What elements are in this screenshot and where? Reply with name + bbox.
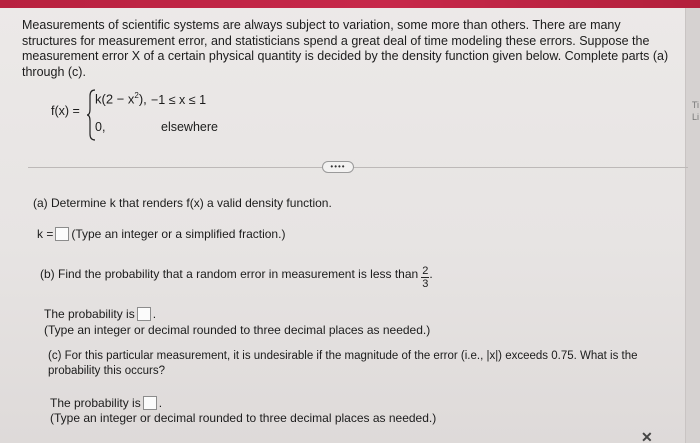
side-panel-edge <box>685 8 700 443</box>
density-case1-expression: $k(2 - x^2)$, <box>95 91 147 107</box>
expand-more-button[interactable]: •••• <box>322 161 354 173</box>
section-divider <box>28 167 688 168</box>
part-b-question-text: (b) Find the probability that a random error in measurement is less than <box>40 267 419 281</box>
density-function <box>51 84 281 144</box>
close-icon[interactable]: ✕ <box>641 429 653 443</box>
part-b-answer-hint: (Type an integer or decimal rounded to three decimal places as needed.) <box>44 323 431 337</box>
part-a-answer-prefix: k = <box>37 227 54 241</box>
part-b-fraction-denominator: 3 <box>422 278 429 290</box>
part-c-question-line1: (c) For this particular measurement, it is undesirable if the magnitude of the error (i.e., |x|) exceeds 0.75. What is the <box>48 350 638 362</box>
part-b-fraction <box>421 265 429 290</box>
part-c-answer-input[interactable] <box>143 396 157 410</box>
density-case1-domain: −1 ≤ x ≤ 1 <box>151 93 207 107</box>
part-b-answer-row: The probability is . <box>44 307 157 321</box>
side-edge-text-2: Li <box>691 112 699 122</box>
part-c-answer-row: The probability is . <box>50 396 163 410</box>
part-a-answer-hint: (Type an integer or a simplified fraction.) <box>71 227 286 241</box>
part-b-question: (b) Find the probability that a random error in measurement is less than $\frac{2}{3}$ . <box>40 265 433 290</box>
part-b-fraction-numerator: 2 <box>422 265 429 277</box>
density-case2-domain: elsewhere <box>161 120 218 134</box>
part-a-answer-input[interactable] <box>55 227 69 241</box>
part-b-answer-input[interactable] <box>137 307 151 321</box>
part-b-answer-prefix: The probability is <box>44 307 135 321</box>
part-c-question-line2: probability this occurs? <box>48 365 165 377</box>
part-a-question: (a) Determine k that renders f(x) a valid density function. <box>33 196 332 210</box>
part-c-answer-prefix: The probability is <box>50 396 141 410</box>
top-accent-bar <box>0 0 700 8</box>
side-edge-text-1: Ti <box>691 100 699 110</box>
part-c-answer-hint: (Type an integer or decimal rounded to three decimal places as needed.) <box>50 411 437 425</box>
density-lhs: f(x) = <box>51 104 80 118</box>
part-a-answer-row <box>37 227 285 242</box>
problem-intro: Measurements of scientific systems are always subject to variation, some more than others. There are many structures for measurement error, and statisticians spend a great deal of time modeling these errors. Suppose the measurement error X of a certain physical quantity is decided by the density function given below. Complete parts (a) through (c). <box>22 18 669 79</box>
density-case2-expression: 0, <box>95 120 106 134</box>
